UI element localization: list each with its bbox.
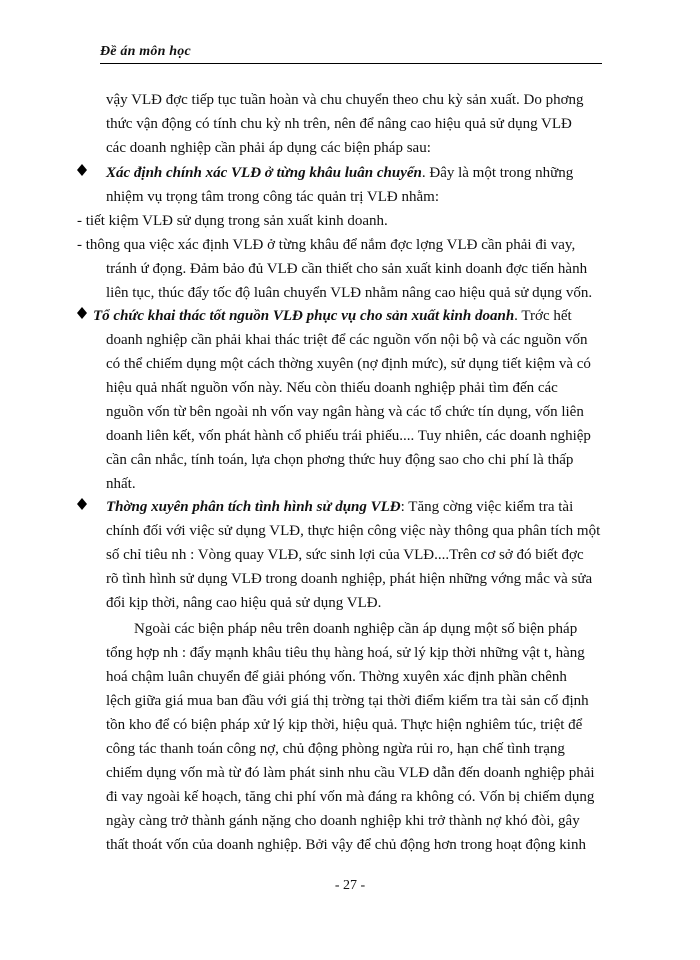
text-line: doanh liên kết, vốn phát hành cổ phiếu trái phiếu.... Tuy nhiên, các doanh nghiệp — [106, 428, 591, 444]
text-line: nhất. — [106, 476, 136, 492]
text-line: tồn kho để có biện pháp xử lý kịp thời, hiệu quả. Thực hiện nghiêm túc, triệt để — [106, 717, 583, 733]
page-header — [100, 44, 602, 64]
text-line: chiếm dụng vốn mà từ đó làm phát sinh nhu cầu VLĐ dẫn đến doanh nghiệp phải — [106, 765, 595, 781]
text-line: thất thoát vốn của doanh nghiệp. Bởi vậy để chủ động hơn trong hoạt động kinh — [106, 837, 586, 853]
bullet-lead: . Trớc hết — [514, 308, 572, 324]
text-line: công tác thanh toán công nợ, chủ động phòng ngừa rủi ro, hạn chế tình trạng — [106, 741, 565, 757]
bullet-line — [106, 498, 573, 516]
text-line: đi vay ngoài kế hoạch, tăng chi phí vốn mà đáng ra không có. Vốn bị chiếm dụng — [106, 789, 595, 805]
text-line: đổi kịp thời, nâng cao hiệu quả sử dụng VLĐ. — [106, 595, 382, 611]
text-line: doanh nghiệp cần phải khai thác triệt để các nguồn vốn nội bộ và các nguồn vốn — [106, 332, 588, 348]
text-line: lệch giữa giá mua ban đầu với giá thị trờng tại thời điểm kiểm tra tài sản cố định — [106, 693, 589, 709]
text-line: có thể chiếm dụng một cách thờng xuyên (nợ định mức), sử dụng tiết kiệm và có — [106, 356, 591, 372]
text-line: tránh ứ đọng. Đảm bảo đủ VLĐ cần thiết cho sản xuất kinh doanh đợc tiến hành — [106, 261, 588, 277]
text-line: Ngoài các biện pháp nêu trên doanh nghiệp cần áp dụng một số biện pháp — [134, 621, 578, 637]
text-line: nguồn vốn từ bên ngoài nh vốn vay ngân hàng và các tổ chức tín dụng, vốn liên — [106, 404, 584, 420]
bullet-heading: Xác định chính xác VLĐ ở từng khâu luân chuyển — [106, 165, 422, 181]
diamond-bullet-icon — [77, 164, 87, 176]
bullet-heading: Thờng xuyên phân tích tình hình sử dụng VLĐ — [106, 499, 401, 515]
text-line: tổng hợp nh : đẩy mạnh khâu tiêu thụ hàng hoá, sử lý kịp thời những vật t, hàng — [106, 645, 585, 661]
text-line: cần cân nhắc, tính toán, lựa chọn phơng thức huy động sao cho chi phí là thấp — [106, 452, 574, 468]
bullet-lead: . Đây là một trong những — [421, 165, 574, 181]
bullet-line — [93, 307, 572, 325]
bullet-heading: Tổ chức khai thác tốt nguồn VLĐ phục vụ cho sản xuất kinh doanh — [93, 308, 515, 324]
text-line: hiệu quả nhất nguồn vốn này. Nếu còn thiếu doanh nghiệp phải tìm đến các — [106, 380, 558, 396]
bullet-line — [106, 164, 573, 182]
header-title: Đề án môn học — [100, 44, 191, 59]
text-line: chính đối với việc sử dụng VLĐ, thực hiện công việc này thông qua phân tích một — [106, 523, 601, 539]
text-line: các doanh nghiệp cần phải áp dụng các biện pháp sau: — [106, 140, 431, 156]
text-line: nhiệm vụ trọng tâm trong công tác quản trị VLĐ nhằm: — [106, 189, 439, 205]
dash-item: - thông qua việc xác định VLĐ ở từng khâu để nắm đợc lợng VLĐ cần phải đi vay, — [77, 237, 576, 253]
text-line: số chỉ tiêu nh : Vòng quay VLĐ, sức sinh lợi của VLĐ....Trên cơ sở đó biết đợc — [106, 547, 584, 563]
header-rule — [100, 63, 602, 64]
text-line: ngày càng trở thành gánh nặng cho doanh nghiệp khi trở thành nợ khó đòi, gây — [106, 813, 580, 829]
text-line: vậy VLĐ đợc tiếp tục tuần hoàn và chu chuyển theo chu kỳ sản xuất. Do phơng — [106, 92, 584, 108]
page-number: - 27 - — [334, 878, 366, 893]
bullet-lead: : Tăng cờng việc kiểm tra tài — [400, 499, 574, 515]
diamond-bullet-icon — [77, 498, 87, 510]
text-line: thức vận động có tính chu kỳ nh trên, nên để nâng cao hiệu quả sử dụng VLĐ — [106, 116, 572, 132]
diamond-bullet-icon — [77, 307, 87, 319]
text-line: hoá chậm luân chuyển để giải phóng vốn. Thờng xuyên xác định phần chênh — [106, 669, 567, 685]
text-line: rõ tình hình sử dụng VLĐ trong doanh nghiệp, phát hiện những vớng mắc và sửa — [106, 571, 593, 587]
text-line: liên tục, thúc đẩy tốc độ luân chuyển VLĐ nhằm nâng cao hiệu quả sử dụng vốn. — [106, 285, 593, 301]
dash-item: - tiết kiệm VLĐ sử dụng trong sản xuất kinh doanh. — [77, 213, 388, 229]
